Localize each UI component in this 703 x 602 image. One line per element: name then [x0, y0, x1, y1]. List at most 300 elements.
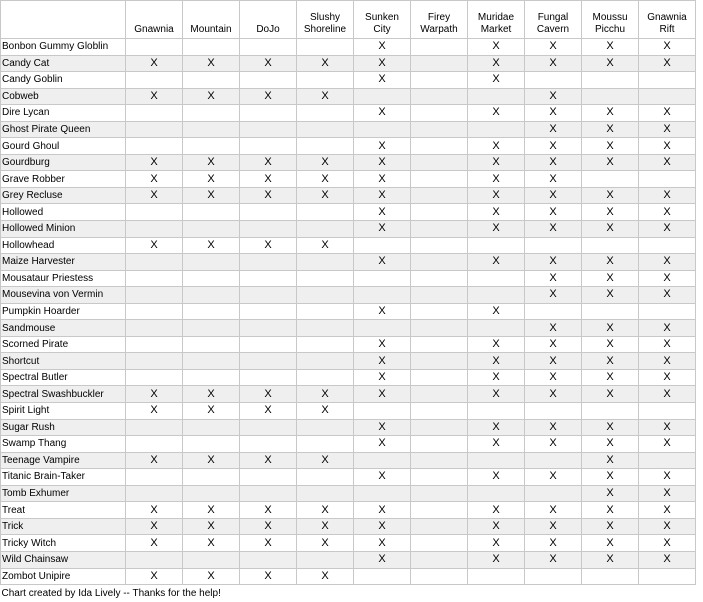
- empty-cell[interactable]: [297, 485, 354, 502]
- location-mark-cell[interactable]: X: [126, 88, 183, 105]
- location-mark-cell[interactable]: X: [525, 154, 582, 171]
- location-mark-cell[interactable]: X: [183, 535, 240, 552]
- location-mark-cell[interactable]: X: [582, 419, 639, 436]
- location-mark-cell[interactable]: X: [183, 55, 240, 72]
- location-mark-cell[interactable]: X: [354, 336, 411, 353]
- location-mark-cell[interactable]: X: [639, 121, 696, 138]
- empty-cell[interactable]: [411, 254, 468, 271]
- empty-cell[interactable]: [240, 303, 297, 320]
- empty-cell[interactable]: [126, 121, 183, 138]
- empty-cell[interactable]: [582, 72, 639, 89]
- location-mark-cell[interactable]: X: [525, 270, 582, 287]
- location-mark-cell[interactable]: X: [525, 518, 582, 535]
- mouse-name-cell[interactable]: Candy Goblin: [1, 72, 126, 89]
- location-mark-cell[interactable]: X: [354, 436, 411, 453]
- location-mark-cell[interactable]: X: [525, 55, 582, 72]
- location-mark-cell[interactable]: X: [525, 419, 582, 436]
- location-mark-cell[interactable]: X: [468, 254, 525, 271]
- empty-cell[interactable]: [183, 436, 240, 453]
- empty-cell[interactable]: [297, 287, 354, 304]
- empty-cell[interactable]: [411, 287, 468, 304]
- mouse-name-cell[interactable]: Spectral Butler: [1, 369, 126, 386]
- empty-cell[interactable]: [240, 39, 297, 56]
- empty-cell[interactable]: [240, 419, 297, 436]
- location-mark-cell[interactable]: X: [639, 105, 696, 122]
- empty-cell[interactable]: [240, 254, 297, 271]
- empty-cell[interactable]: [126, 336, 183, 353]
- empty-cell[interactable]: [468, 287, 525, 304]
- location-mark-cell[interactable]: X: [525, 254, 582, 271]
- empty-cell[interactable]: [126, 221, 183, 238]
- mouse-name-cell[interactable]: Cobweb: [1, 88, 126, 105]
- empty-cell[interactable]: [297, 221, 354, 238]
- location-mark-cell[interactable]: X: [126, 237, 183, 254]
- empty-cell[interactable]: [525, 237, 582, 254]
- footer-credit[interactable]: Chart created by Ida Lively -- Thanks for the help!: [1, 585, 696, 602]
- empty-cell[interactable]: [240, 204, 297, 221]
- empty-cell[interactable]: [240, 221, 297, 238]
- location-mark-cell[interactable]: X: [639, 320, 696, 337]
- empty-cell[interactable]: [354, 320, 411, 337]
- mouse-name-cell[interactable]: Maize Harvester: [1, 254, 126, 271]
- empty-cell[interactable]: [297, 336, 354, 353]
- empty-cell[interactable]: [468, 270, 525, 287]
- location-mark-cell[interactable]: X: [582, 154, 639, 171]
- location-mark-cell[interactable]: X: [468, 502, 525, 519]
- location-mark-cell[interactable]: X: [639, 502, 696, 519]
- location-mark-cell[interactable]: X: [639, 221, 696, 238]
- column-header[interactable]: [468, 1, 525, 39]
- location-mark-cell[interactable]: X: [525, 187, 582, 204]
- location-mark-cell[interactable]: X: [639, 535, 696, 552]
- empty-cell[interactable]: [126, 138, 183, 155]
- location-mark-cell[interactable]: X: [525, 287, 582, 304]
- empty-cell[interactable]: [354, 287, 411, 304]
- empty-cell[interactable]: [126, 419, 183, 436]
- empty-cell[interactable]: [126, 39, 183, 56]
- column-header[interactable]: [525, 1, 582, 39]
- empty-cell[interactable]: [525, 72, 582, 89]
- location-mark-cell[interactable]: X: [468, 353, 525, 370]
- empty-cell[interactable]: [297, 419, 354, 436]
- location-mark-cell[interactable]: X: [354, 551, 411, 568]
- location-mark-cell[interactable]: X: [354, 138, 411, 155]
- empty-cell[interactable]: [126, 551, 183, 568]
- empty-cell[interactable]: [297, 105, 354, 122]
- location-mark-cell[interactable]: X: [126, 171, 183, 188]
- mouse-name-cell[interactable]: Swamp Thang: [1, 436, 126, 453]
- empty-cell[interactable]: [297, 39, 354, 56]
- location-mark-cell[interactable]: X: [525, 171, 582, 188]
- location-mark-cell[interactable]: X: [354, 535, 411, 552]
- location-mark-cell[interactable]: X: [525, 502, 582, 519]
- empty-cell[interactable]: [411, 270, 468, 287]
- location-mark-cell[interactable]: X: [297, 171, 354, 188]
- location-mark-cell[interactable]: X: [639, 485, 696, 502]
- empty-cell[interactable]: [354, 270, 411, 287]
- empty-cell[interactable]: [240, 320, 297, 337]
- location-mark-cell[interactable]: X: [468, 436, 525, 453]
- location-mark-cell[interactable]: X: [525, 39, 582, 56]
- location-mark-cell[interactable]: X: [639, 287, 696, 304]
- location-mark-cell[interactable]: X: [297, 568, 354, 585]
- empty-cell[interactable]: [468, 452, 525, 469]
- empty-cell[interactable]: [411, 55, 468, 72]
- location-mark-cell[interactable]: X: [183, 452, 240, 469]
- empty-cell[interactable]: [468, 320, 525, 337]
- location-mark-cell[interactable]: X: [354, 518, 411, 535]
- location-mark-cell[interactable]: X: [126, 403, 183, 420]
- empty-cell[interactable]: [183, 485, 240, 502]
- column-header[interactable]: [411, 1, 468, 39]
- mouse-name-cell[interactable]: Hollowed Minion: [1, 221, 126, 238]
- location-mark-cell[interactable]: X: [354, 204, 411, 221]
- empty-cell[interactable]: [126, 369, 183, 386]
- empty-cell[interactable]: [183, 204, 240, 221]
- location-mark-cell[interactable]: X: [639, 336, 696, 353]
- location-mark-cell[interactable]: X: [582, 287, 639, 304]
- empty-cell[interactable]: [639, 568, 696, 585]
- empty-cell[interactable]: [582, 88, 639, 105]
- empty-cell[interactable]: [297, 121, 354, 138]
- location-mark-cell[interactable]: X: [468, 39, 525, 56]
- empty-cell[interactable]: [126, 72, 183, 89]
- empty-cell[interactable]: [183, 369, 240, 386]
- empty-cell[interactable]: [183, 254, 240, 271]
- column-header[interactable]: [240, 1, 297, 39]
- empty-cell[interactable]: [183, 105, 240, 122]
- empty-cell[interactable]: [126, 287, 183, 304]
- column-header[interactable]: [183, 1, 240, 39]
- empty-cell[interactable]: [411, 403, 468, 420]
- empty-cell[interactable]: [582, 237, 639, 254]
- location-mark-cell[interactable]: X: [354, 386, 411, 403]
- location-mark-cell[interactable]: X: [240, 502, 297, 519]
- empty-cell[interactable]: [354, 403, 411, 420]
- empty-cell[interactable]: [354, 88, 411, 105]
- mouse-name-cell[interactable]: Sandmouse: [1, 320, 126, 337]
- location-mark-cell[interactable]: X: [354, 303, 411, 320]
- corner-cell[interactable]: [1, 1, 126, 39]
- location-mark-cell[interactable]: X: [582, 187, 639, 204]
- mouse-name-cell[interactable]: Titanic Brain-Taker: [1, 469, 126, 486]
- mouse-name-cell[interactable]: Gourd Ghoul: [1, 138, 126, 155]
- location-mark-cell[interactable]: X: [525, 221, 582, 238]
- location-mark-cell[interactable]: X: [354, 171, 411, 188]
- empty-cell[interactable]: [240, 105, 297, 122]
- empty-cell[interactable]: [468, 568, 525, 585]
- location-mark-cell[interactable]: X: [639, 154, 696, 171]
- mouse-name-cell[interactable]: Treat: [1, 502, 126, 519]
- location-mark-cell[interactable]: X: [126, 187, 183, 204]
- empty-cell[interactable]: [468, 88, 525, 105]
- location-mark-cell[interactable]: X: [525, 88, 582, 105]
- empty-cell[interactable]: [639, 403, 696, 420]
- mouse-name-cell[interactable]: Tricky Witch: [1, 535, 126, 552]
- location-mark-cell[interactable]: X: [297, 55, 354, 72]
- empty-cell[interactable]: [126, 353, 183, 370]
- empty-cell[interactable]: [639, 171, 696, 188]
- location-mark-cell[interactable]: X: [240, 386, 297, 403]
- empty-cell[interactable]: [411, 121, 468, 138]
- location-mark-cell[interactable]: X: [582, 502, 639, 519]
- location-mark-cell[interactable]: X: [582, 436, 639, 453]
- location-mark-cell[interactable]: X: [468, 171, 525, 188]
- empty-cell[interactable]: [354, 121, 411, 138]
- mouse-name-cell[interactable]: Teenage Vampire: [1, 452, 126, 469]
- empty-cell[interactable]: [411, 386, 468, 403]
- mouse-name-cell[interactable]: Mousataur Priestess: [1, 270, 126, 287]
- empty-cell[interactable]: [411, 39, 468, 56]
- empty-cell[interactable]: [183, 270, 240, 287]
- empty-cell[interactable]: [183, 551, 240, 568]
- empty-cell[interactable]: [240, 138, 297, 155]
- empty-cell[interactable]: [411, 303, 468, 320]
- mouse-name-cell[interactable]: Gourdburg: [1, 154, 126, 171]
- location-mark-cell[interactable]: X: [582, 320, 639, 337]
- location-mark-cell[interactable]: X: [240, 171, 297, 188]
- location-mark-cell[interactable]: X: [297, 88, 354, 105]
- mouse-name-cell[interactable]: Trick: [1, 518, 126, 535]
- location-mark-cell[interactable]: X: [297, 154, 354, 171]
- mouse-name-cell[interactable]: Grave Robber: [1, 171, 126, 188]
- location-mark-cell[interactable]: X: [126, 452, 183, 469]
- mouse-name-cell[interactable]: Scorned Pirate: [1, 336, 126, 353]
- empty-cell[interactable]: [183, 138, 240, 155]
- location-mark-cell[interactable]: X: [468, 154, 525, 171]
- empty-cell[interactable]: [639, 88, 696, 105]
- empty-cell[interactable]: [411, 436, 468, 453]
- location-mark-cell[interactable]: X: [183, 386, 240, 403]
- location-mark-cell[interactable]: X: [468, 419, 525, 436]
- location-mark-cell[interactable]: X: [126, 154, 183, 171]
- mouse-name-cell[interactable]: Spectral Swashbuckler: [1, 386, 126, 403]
- location-mark-cell[interactable]: X: [354, 55, 411, 72]
- mouse-name-cell[interactable]: Dire Lycan: [1, 105, 126, 122]
- location-mark-cell[interactable]: X: [354, 72, 411, 89]
- empty-cell[interactable]: [183, 72, 240, 89]
- location-mark-cell[interactable]: X: [525, 204, 582, 221]
- location-mark-cell[interactable]: X: [354, 105, 411, 122]
- empty-cell[interactable]: [297, 138, 354, 155]
- mouse-name-cell[interactable]: Hollowed: [1, 204, 126, 221]
- empty-cell[interactable]: [183, 39, 240, 56]
- location-mark-cell[interactable]: X: [183, 154, 240, 171]
- mouse-name-cell[interactable]: Sugar Rush: [1, 419, 126, 436]
- column-header[interactable]: [639, 1, 696, 39]
- empty-cell[interactable]: [240, 436, 297, 453]
- location-mark-cell[interactable]: X: [297, 386, 354, 403]
- empty-cell[interactable]: [240, 72, 297, 89]
- empty-cell[interactable]: [411, 518, 468, 535]
- empty-cell[interactable]: [525, 303, 582, 320]
- empty-cell[interactable]: [126, 105, 183, 122]
- empty-cell[interactable]: [354, 568, 411, 585]
- location-mark-cell[interactable]: X: [582, 270, 639, 287]
- empty-cell[interactable]: [411, 221, 468, 238]
- location-mark-cell[interactable]: X: [297, 187, 354, 204]
- empty-cell[interactable]: [297, 469, 354, 486]
- location-mark-cell[interactable]: X: [582, 105, 639, 122]
- location-mark-cell[interactable]: X: [468, 105, 525, 122]
- location-mark-cell[interactable]: X: [468, 386, 525, 403]
- empty-cell[interactable]: [411, 138, 468, 155]
- location-mark-cell[interactable]: X: [126, 535, 183, 552]
- empty-cell[interactable]: [354, 452, 411, 469]
- location-mark-cell[interactable]: X: [525, 138, 582, 155]
- location-mark-cell[interactable]: X: [525, 121, 582, 138]
- location-mark-cell[interactable]: X: [354, 254, 411, 271]
- location-mark-cell[interactable]: X: [126, 55, 183, 72]
- empty-cell[interactable]: [126, 436, 183, 453]
- empty-cell[interactable]: [240, 485, 297, 502]
- empty-cell[interactable]: [582, 403, 639, 420]
- column-header[interactable]: [354, 1, 411, 39]
- location-mark-cell[interactable]: X: [525, 369, 582, 386]
- location-mark-cell[interactable]: X: [354, 187, 411, 204]
- empty-cell[interactable]: [240, 336, 297, 353]
- column-header[interactable]: [297, 1, 354, 39]
- empty-cell[interactable]: [183, 221, 240, 238]
- empty-cell[interactable]: [411, 88, 468, 105]
- location-mark-cell[interactable]: X: [639, 436, 696, 453]
- location-mark-cell[interactable]: X: [582, 39, 639, 56]
- mouse-name-cell[interactable]: Wild Chainsaw: [1, 551, 126, 568]
- location-mark-cell[interactable]: X: [582, 254, 639, 271]
- empty-cell[interactable]: [126, 204, 183, 221]
- column-header[interactable]: [126, 1, 183, 39]
- empty-cell[interactable]: [240, 469, 297, 486]
- empty-cell[interactable]: [411, 204, 468, 221]
- empty-cell[interactable]: [126, 485, 183, 502]
- location-mark-cell[interactable]: X: [525, 436, 582, 453]
- location-mark-cell[interactable]: X: [582, 386, 639, 403]
- empty-cell[interactable]: [639, 237, 696, 254]
- location-mark-cell[interactable]: X: [468, 535, 525, 552]
- location-mark-cell[interactable]: X: [468, 55, 525, 72]
- location-mark-cell[interactable]: X: [582, 204, 639, 221]
- location-mark-cell[interactable]: X: [126, 386, 183, 403]
- mouse-name-cell[interactable]: Hollowhead: [1, 237, 126, 254]
- location-mark-cell[interactable]: X: [468, 72, 525, 89]
- empty-cell[interactable]: [525, 452, 582, 469]
- empty-cell[interactable]: [354, 237, 411, 254]
- location-mark-cell[interactable]: X: [639, 369, 696, 386]
- empty-cell[interactable]: [411, 320, 468, 337]
- location-mark-cell[interactable]: X: [240, 452, 297, 469]
- empty-cell[interactable]: [297, 551, 354, 568]
- empty-cell[interactable]: [297, 72, 354, 89]
- empty-cell[interactable]: [126, 303, 183, 320]
- location-mark-cell[interactable]: X: [240, 535, 297, 552]
- location-mark-cell[interactable]: X: [525, 386, 582, 403]
- location-mark-cell[interactable]: X: [639, 353, 696, 370]
- empty-cell[interactable]: [411, 72, 468, 89]
- location-mark-cell[interactable]: X: [582, 469, 639, 486]
- location-mark-cell[interactable]: X: [354, 154, 411, 171]
- empty-cell[interactable]: [240, 121, 297, 138]
- empty-cell[interactable]: [411, 336, 468, 353]
- location-mark-cell[interactable]: X: [183, 88, 240, 105]
- empty-cell[interactable]: [126, 469, 183, 486]
- empty-cell[interactable]: [297, 204, 354, 221]
- location-mark-cell[interactable]: X: [354, 502, 411, 519]
- empty-cell[interactable]: [468, 403, 525, 420]
- empty-cell[interactable]: [468, 485, 525, 502]
- location-mark-cell[interactable]: X: [639, 469, 696, 486]
- empty-cell[interactable]: [240, 270, 297, 287]
- empty-cell[interactable]: [183, 336, 240, 353]
- empty-cell[interactable]: [411, 369, 468, 386]
- location-mark-cell[interactable]: X: [639, 386, 696, 403]
- location-mark-cell[interactable]: X: [639, 55, 696, 72]
- mouse-name-cell[interactable]: Bonbon Gummy Globlin: [1, 39, 126, 56]
- column-header[interactable]: [582, 1, 639, 39]
- location-mark-cell[interactable]: X: [639, 39, 696, 56]
- empty-cell[interactable]: [411, 502, 468, 519]
- location-mark-cell[interactable]: X: [468, 303, 525, 320]
- location-mark-cell[interactable]: X: [468, 336, 525, 353]
- location-mark-cell[interactable]: X: [354, 353, 411, 370]
- empty-cell[interactable]: [183, 353, 240, 370]
- location-mark-cell[interactable]: X: [297, 518, 354, 535]
- empty-cell[interactable]: [240, 369, 297, 386]
- location-mark-cell[interactable]: X: [183, 171, 240, 188]
- location-mark-cell[interactable]: X: [354, 39, 411, 56]
- location-mark-cell[interactable]: X: [468, 204, 525, 221]
- location-mark-cell[interactable]: X: [297, 452, 354, 469]
- location-mark-cell[interactable]: X: [240, 568, 297, 585]
- empty-cell[interactable]: [240, 551, 297, 568]
- empty-cell[interactable]: [183, 320, 240, 337]
- location-mark-cell[interactable]: X: [582, 485, 639, 502]
- mouse-name-cell[interactable]: Zombot Unipire: [1, 568, 126, 585]
- location-mark-cell[interactable]: X: [525, 105, 582, 122]
- empty-cell[interactable]: [639, 303, 696, 320]
- empty-cell[interactable]: [126, 270, 183, 287]
- location-mark-cell[interactable]: X: [582, 535, 639, 552]
- empty-cell[interactable]: [411, 187, 468, 204]
- empty-cell[interactable]: [297, 369, 354, 386]
- empty-cell[interactable]: [639, 72, 696, 89]
- location-mark-cell[interactable]: X: [639, 270, 696, 287]
- location-mark-cell[interactable]: X: [582, 551, 639, 568]
- location-mark-cell[interactable]: X: [582, 452, 639, 469]
- location-mark-cell[interactable]: X: [183, 518, 240, 535]
- location-mark-cell[interactable]: X: [183, 187, 240, 204]
- empty-cell[interactable]: [411, 485, 468, 502]
- location-mark-cell[interactable]: X: [639, 187, 696, 204]
- empty-cell[interactable]: [126, 320, 183, 337]
- empty-cell[interactable]: [468, 237, 525, 254]
- location-mark-cell[interactable]: X: [240, 237, 297, 254]
- location-mark-cell[interactable]: X: [297, 502, 354, 519]
- location-mark-cell[interactable]: X: [582, 121, 639, 138]
- empty-cell[interactable]: [411, 535, 468, 552]
- location-mark-cell[interactable]: X: [582, 518, 639, 535]
- empty-cell[interactable]: [582, 303, 639, 320]
- location-mark-cell[interactable]: X: [582, 336, 639, 353]
- empty-cell[interactable]: [411, 469, 468, 486]
- location-mark-cell[interactable]: X: [354, 221, 411, 238]
- mouse-name-cell[interactable]: Grey Recluse: [1, 187, 126, 204]
- empty-cell[interactable]: [411, 452, 468, 469]
- location-mark-cell[interactable]: X: [468, 138, 525, 155]
- empty-cell[interactable]: [297, 303, 354, 320]
- location-mark-cell[interactable]: X: [468, 369, 525, 386]
- empty-cell[interactable]: [411, 353, 468, 370]
- empty-cell[interactable]: [411, 154, 468, 171]
